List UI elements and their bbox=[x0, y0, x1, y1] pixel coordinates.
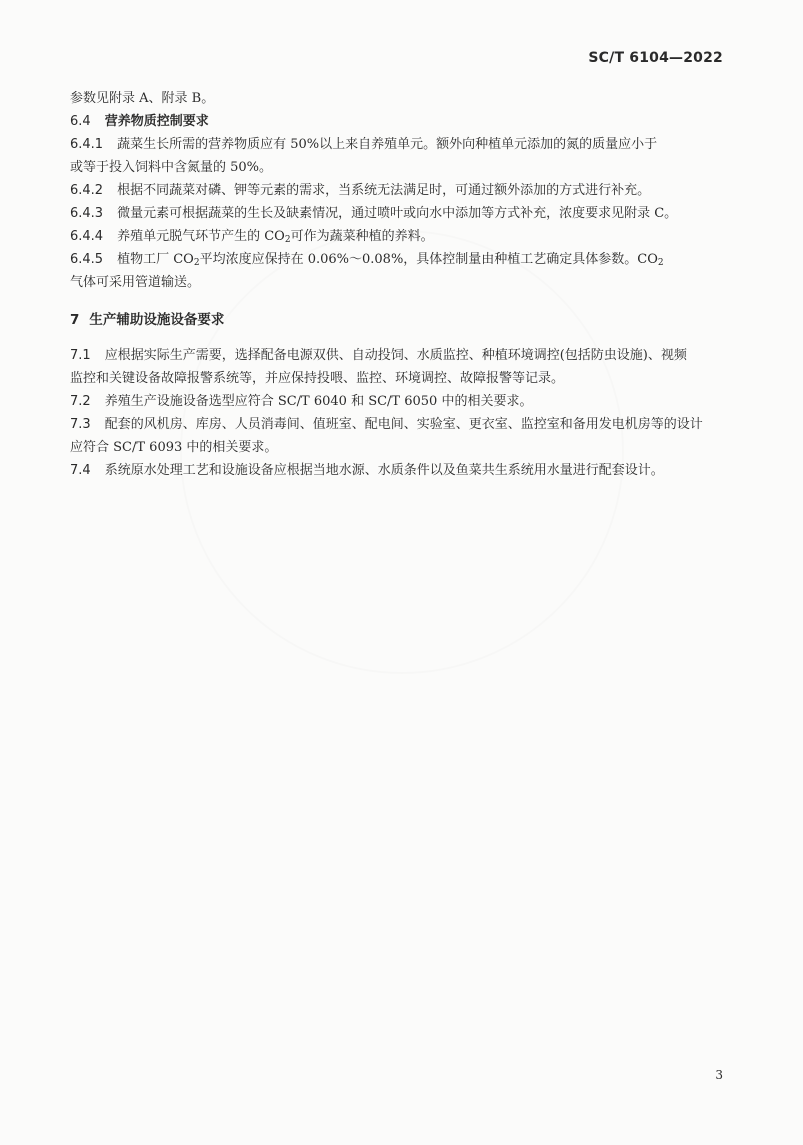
page-number: 3 bbox=[715, 1068, 723, 1082]
chapter-heading-7 bbox=[70, 309, 730, 332]
clause-text: 蔬菜生长所需的营养物质应有 50%以上来自养殖单元。额外向种植单元添加的氮的质量应小于 bbox=[117, 137, 658, 152]
standard-code: SC/T 6104—2022 bbox=[588, 50, 723, 66]
clause-number: 6.4.2 bbox=[70, 183, 104, 198]
clause-number: 7.1 bbox=[70, 348, 91, 363]
clause-number: 6.4.1 bbox=[70, 137, 104, 152]
continuation-line: 参数见附录 A、附录 B。 bbox=[70, 91, 215, 106]
clause-6-4-2 bbox=[70, 179, 730, 202]
clause-text: 配套的风机房、库房、人员消毒间、值班室、配电间、实验室、更衣室、监控室和备用发电机房等的设计 bbox=[104, 417, 703, 432]
clause-7-1 bbox=[70, 344, 730, 367]
clause-7-3-cont: 应符合 SC/T 6093 中的相关要求。 bbox=[70, 440, 278, 455]
document-body bbox=[70, 87, 730, 482]
clause-7-2 bbox=[70, 390, 730, 413]
clause-7-1-cont: 监控和关键设备故障报警系统等，并应保持投喂、监控、环境调控、故障报警等记录。 bbox=[70, 371, 565, 386]
clause-number: 6.4.5 bbox=[70, 252, 104, 267]
clause-text: 植物工厂 CO bbox=[117, 252, 194, 267]
clause-number: 7.3 bbox=[70, 417, 91, 432]
clause-7-3 bbox=[70, 413, 730, 436]
section-title: 营养物质控制要求 bbox=[104, 114, 209, 129]
chapter-title: 生产辅助设施设备要求 bbox=[89, 312, 225, 328]
chapter-number: 7 bbox=[70, 312, 80, 328]
clause-number: 7.4 bbox=[70, 463, 91, 478]
clause-6-4-3 bbox=[70, 202, 730, 225]
clause-text: 系统原水处理工艺和设施设备应根据当地水源、水质条件以及鱼菜共生系统用水量进行配套设计。 bbox=[104, 463, 664, 478]
clause-text: 养殖单元脱气环节产生的 CO bbox=[117, 229, 285, 244]
clause-text: 微量元素可根据蔬菜的生长及缺素情况，通过喷叶或向水中添加等方式补充，浓度要求见附录 C。 bbox=[117, 206, 678, 221]
clause-text: 可作为蔬菜种植的养料。 bbox=[290, 229, 434, 244]
clause-text: 平均浓度应保持在 0.06%～0.08%，具体控制量由种植工艺确定具体参数。CO bbox=[199, 252, 658, 267]
subscript: 2 bbox=[284, 235, 291, 245]
clause-6-4-1-cont: 或等于投入饲料中含氮量的 50%。 bbox=[70, 160, 273, 175]
clause-number: 6.4.4 bbox=[70, 229, 104, 244]
clause-6-4-5 bbox=[70, 248, 730, 271]
clause-7-4 bbox=[70, 459, 730, 482]
clause-text: 根据不同蔬菜对磷、钾等元素的需求，当系统无法满足时，可通过额外添加的方式进行补充。 bbox=[117, 183, 651, 198]
section-heading-6-4 bbox=[70, 110, 730, 133]
clause-6-4-1 bbox=[70, 133, 730, 156]
clause-number: 7.2 bbox=[70, 394, 91, 409]
clause-6-4-4 bbox=[70, 225, 730, 248]
section-number: 6.4 bbox=[70, 114, 91, 129]
clause-text: 应根据实际生产需要，选择配备电源双供、自动投饲、水质监控、种植环境调控(包括防虫设施)、视频 bbox=[104, 348, 687, 363]
subscript: 2 bbox=[193, 258, 200, 268]
clause-text: 养殖生产设施设备选型应符合 SC/T 6040 和 SC/T 6050 中的相关要求。 bbox=[104, 394, 533, 409]
clause-number: 6.4.3 bbox=[70, 206, 104, 221]
subscript: 2 bbox=[657, 258, 664, 268]
clause-6-4-5-cont: 气体可采用管道输送。 bbox=[70, 275, 201, 290]
